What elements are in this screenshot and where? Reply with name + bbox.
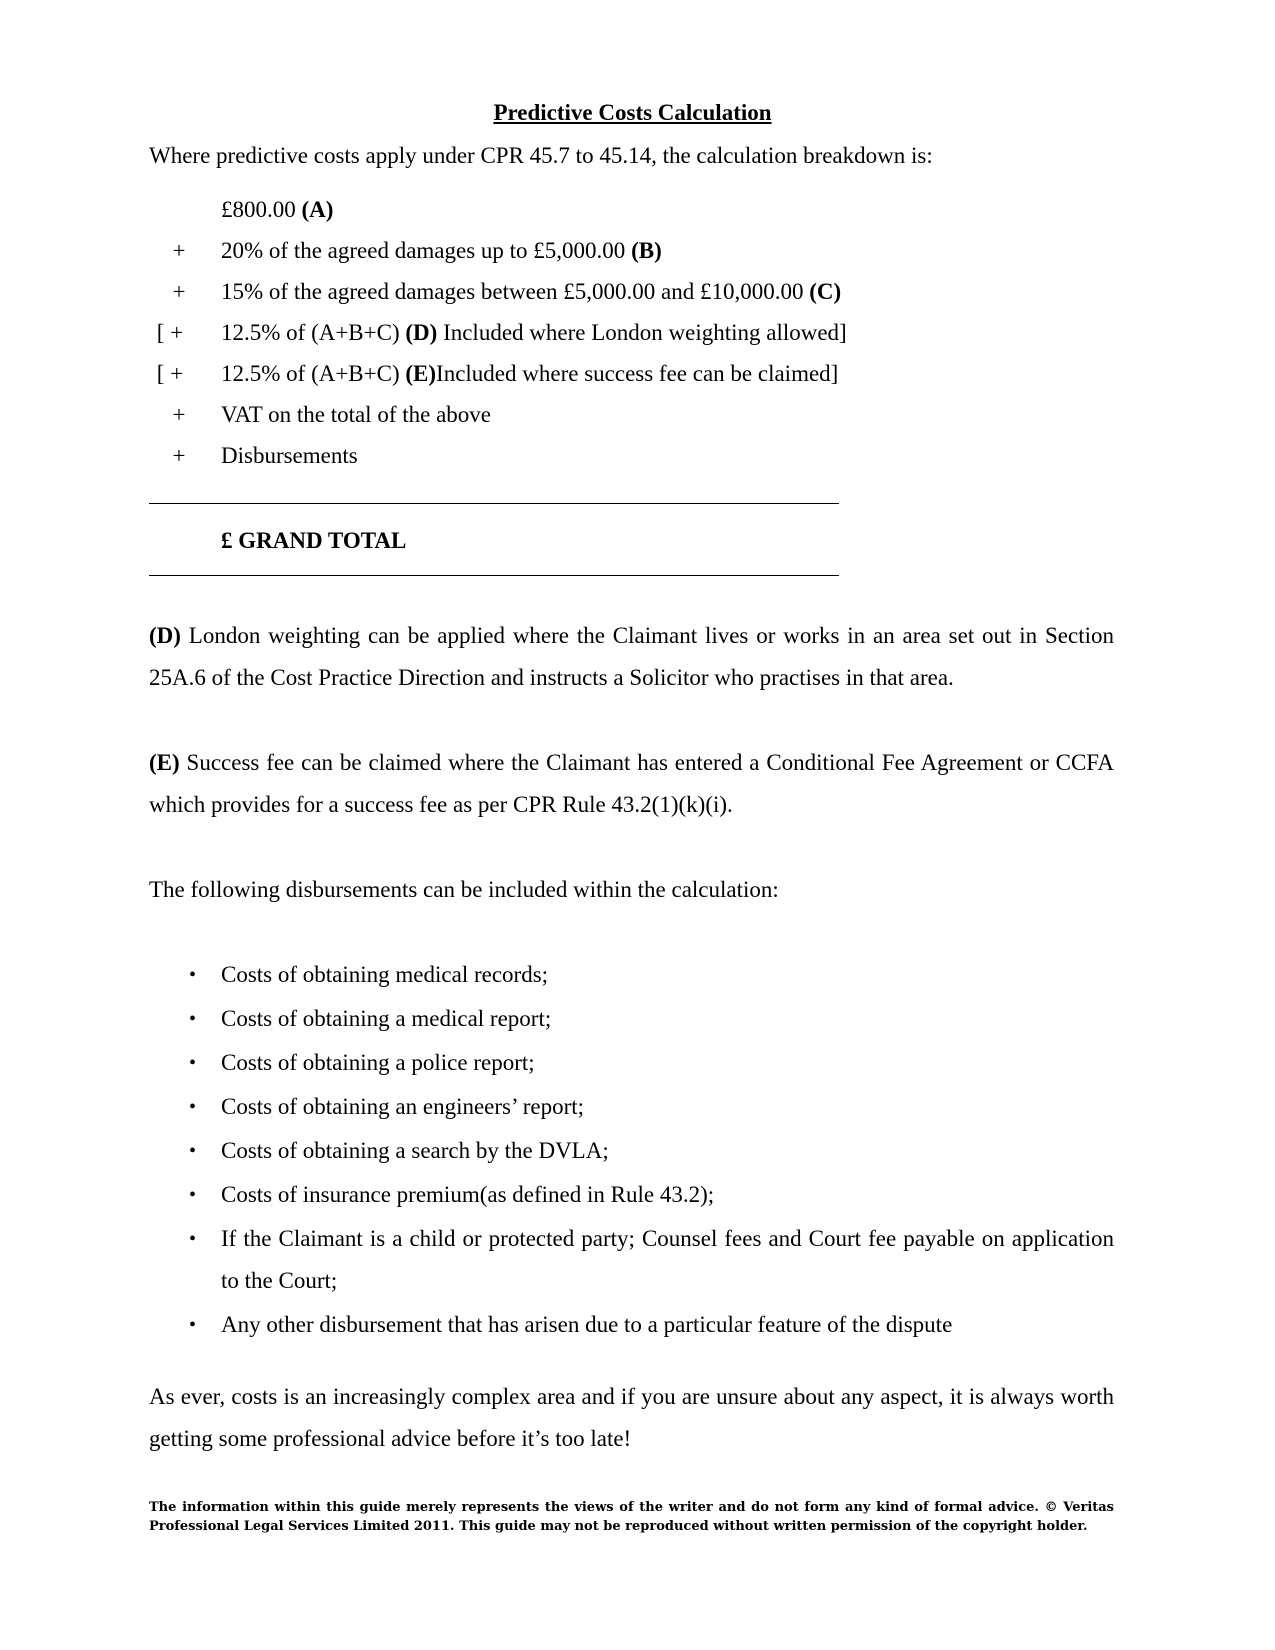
list-item [149,1304,1114,1346]
calc-text: 15% of the agreed damages between £5,000.00 and £10,000.00 [221,279,810,304]
calc-tag: (D) [405,320,438,345]
disbursements-intro: The following disbursements can be included within the calculation: [149,877,779,902]
list-item [149,1086,1114,1128]
calc-expression [221,443,358,469]
note-d-label: (D) [149,623,181,648]
list-item [149,1218,1114,1302]
calc-text: 12.5% of (A+B+C) [221,320,406,345]
list-item-text: Costs of obtaining medical records; [221,962,549,987]
divider-line [149,575,839,576]
calc-expression [221,402,491,428]
calc-operator: + [172,402,186,427]
calc-expression [221,238,662,264]
calc-expression [221,279,841,305]
list-item-text: Costs of obtaining a medical report; [221,1006,552,1031]
bullet-icon: • [189,1052,197,1074]
bullet-icon: • [189,1096,197,1118]
list-item [149,1042,1114,1084]
list-item-text: Costs of insurance premium(as defined in Rule 43.2); [221,1182,715,1207]
list-item [149,1130,1114,1172]
calc-tag: (A) [301,197,334,222]
calc-operator: + [172,279,186,304]
list-item-text: Costs of obtaining a search by the DVLA; [221,1138,609,1163]
list-item [149,1174,1114,1216]
bullet-icon: • [189,1184,197,1206]
bullet-icon: • [189,1008,197,1030]
calc-text: 20% of the agreed damages up to £5,000.00 [221,238,632,263]
calc-tag: (B) [631,238,662,263]
calc-expression [221,361,838,387]
note-e-text: Success fee can be claimed where the Claimant has entered a Conditional Fee Agreement or CCFA which provides for a success fee as per CPR Rule 43.2(1)(k)(i). [149,750,1114,817]
calc-text: £800.00 [221,197,302,222]
calc-expression [221,197,333,223]
calc-text: Disbursements [221,443,358,468]
calc-operator: [ + [156,320,184,345]
calc-text: 12.5% of (A+B+C) [221,361,406,386]
calc-expression [221,320,847,346]
note-d-paragraph [149,615,1114,699]
page-title: Predictive Costs Calculation [493,100,772,125]
disbursements-list [149,954,1114,1348]
divider-line [149,503,839,504]
note-e-paragraph [149,742,1114,826]
note-d-text: London weighting can be applied where the Claimant lives or works in an area set out in Section 25A.6 of the Cost Practice Direction and instructs a Solicitor who practises in that area. [149,623,1114,690]
calc-note: Included where success fee can be claimed] [436,361,839,386]
list-item-text: If the Claimant is a child or protected party; Counsel fees and Court fee payable on application to the Court; [221,1226,1114,1293]
bullet-icon: • [189,1228,197,1250]
footer-disclaimer: The information within this guide merely represents the views of the writer and do not form any kind of formal advice. © Veritas Professional Legal Services Limited 2011. This guide may not be reproduced without written permission of the copyright holder. [149,1500,1114,1534]
bullet-icon: • [189,1140,197,1162]
list-item-text: Costs of obtaining a police report; [221,1050,535,1075]
calc-note: Included where London weighting allowed] [437,320,847,345]
note-e-label: (E) [149,750,180,775]
list-item-text: Any other disbursement that has arisen due to a particular feature of the dispute [221,1312,953,1337]
closing-paragraph: As ever, costs is an increasingly complex area and if you are unsure about any aspect, it is always worth getting some professional advice before it’s too late! [149,1384,1114,1451]
list-item [149,954,1114,996]
list-item [149,998,1114,1040]
intro-text: Where predictive costs apply under CPR 45.7 to 45.14, the calculation breakdown is: [149,143,933,168]
grand-total: £ GRAND TOTAL [221,528,407,553]
list-item-text: Costs of obtaining an engineers’ report; [221,1094,585,1119]
calc-operator: + [172,238,186,263]
bullet-icon: • [189,1314,197,1336]
calc-tag: (E) [405,361,437,386]
calc-operator: + [172,443,186,468]
calc-text: VAT on the total of the above [221,402,491,427]
calc-tag: (C) [809,279,842,304]
bullet-icon: • [189,964,197,986]
calc-operator: [ + [156,361,184,386]
